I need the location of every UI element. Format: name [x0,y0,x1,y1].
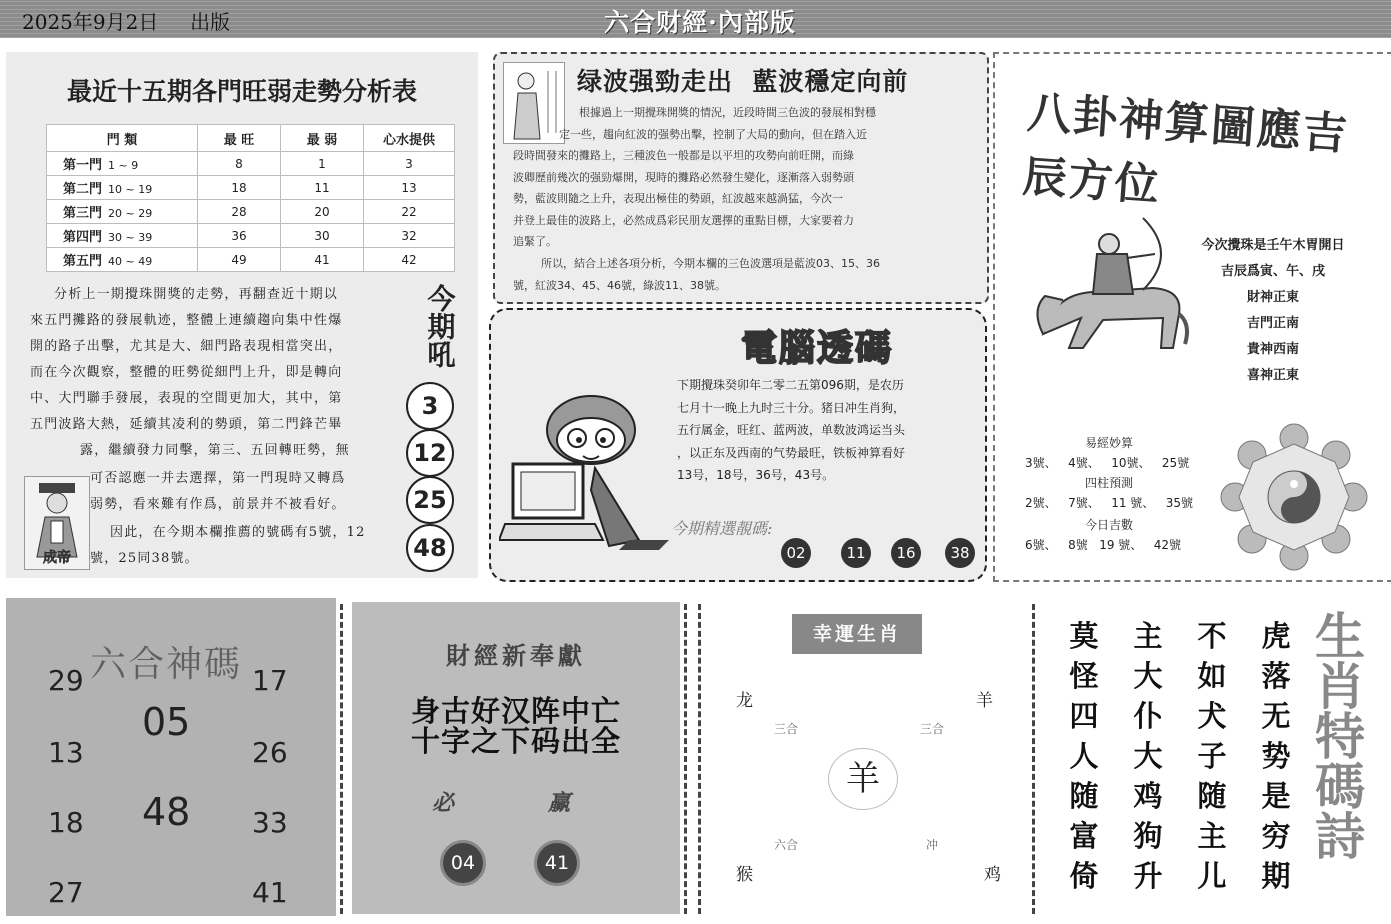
door-name: 第五門 [63,254,103,269]
wave-line: 號，紅波34、45、46號，綠波11、38號。 [513,279,726,292]
recommended-number: 25 [406,476,454,524]
computer-pick-line: 13号，18号，36号，43号。 [677,468,835,482]
door-range: 10 ~ 19 [108,183,153,196]
poem-column: 不 如 犬 子 随 主 儿 [1197,619,1227,893]
min-cell: 1 [281,152,364,176]
min-cell: 11 [281,176,364,200]
code-number: 26 [252,736,288,769]
door-range: 40 ~ 49 [108,255,153,268]
divider [684,604,687,914]
min-cell: 20 [281,200,364,224]
analysis-line: 來五門攤路的發展軌迹，整體上連續趨向集中性爆 [30,313,343,328]
recommended-number: 3 [406,382,454,430]
door-trend-table [46,124,455,272]
bagua-info: 喜神正東 [1246,368,1299,383]
analysis-line: 弱勢，看來難有作爲，前景并不被看好。 [90,497,346,512]
wave-line: 段時間發來的攤路上，三種波色一般都是以平坦的攻勢向前旺開，而綠 [513,149,854,162]
block-numbers: 6號、 8號 19 號、 42號 [1025,538,1182,552]
scholar-figure-icon [504,63,564,143]
code-number: 33 [252,806,288,839]
poem-line: 十字之下码出全 [410,724,621,758]
win-label: 必 [432,790,455,816]
max-cell: 49 [198,248,281,272]
offering-poem [376,696,656,756]
code-number: 41 [252,876,288,909]
analysis-line: 分析上一期攪珠開獎的走勢，再翻查近十期以 [54,287,339,302]
liuhe-code-title: 六合神碼 [90,644,243,685]
code-number: 17 [252,664,288,697]
poem-column: 虎 落 无 势 是 穷 期 [1261,619,1291,893]
zodiac-monkey: 猴 [736,865,753,885]
block-label: 四柱預測 [1085,476,1134,490]
block-numbers: 2號、 7號、 11 號、 35號 [1025,496,1194,510]
door-range: 20 ~ 29 [108,207,153,220]
column-header: 最 旺 [198,125,281,152]
tip-cell: 42 [364,248,455,272]
cartoon-computer-icon [499,390,671,560]
win-label: 赢 [548,790,571,816]
pick-label: 今期精選靚碼: [671,519,773,538]
new-offering-title: 財經新奉獻 [446,641,586,670]
special-number: 05 [142,700,191,744]
zodiac-center: 羊 [828,748,898,810]
computer-pick-title: 電腦透碼 [740,328,893,369]
wave-analysis-panel [493,52,989,304]
poem-line: 身古好汉阵中亡 [410,694,621,728]
bagua-panel [993,52,1391,582]
recommended-number: 12 [406,429,454,477]
computer-pick-line: 下期攪珠癸卯年二零二五第096期，是农历 [677,378,904,392]
door-name: 第三門 [63,206,103,221]
wave-portrait-image [503,62,565,144]
offering-ball: 04 [440,840,486,886]
block-numbers: 3號、 4號、 10號、 25號 [1025,456,1190,470]
door-name: 第四門 [63,230,103,245]
new-offering-panel [352,602,680,914]
computer-pick-line: 七月十一晚上九时三十分。猪日冲生肖狗， [677,401,906,415]
pick-ball: 16 [891,538,921,568]
table-row [47,224,455,248]
min-cell: 41 [281,248,364,272]
page-title: 六合财經·內部版 [604,8,796,37]
jqh-title [418,284,462,368]
zodiac-rooster: 鸡 [984,865,1001,885]
computer-pick-line: ，以正东及西南的气势最旺，铁板神算看好 [677,446,906,460]
column-header: 門 類 [47,125,198,152]
pick-ball: 02 [781,538,811,568]
min-cell: 30 [281,224,364,248]
code-number: 18 [48,806,84,839]
zodiac-goat: 羊 [976,691,993,711]
table-header-row [47,125,455,152]
jqh-title-text: 今期吼 [423,284,457,368]
zodiac-poem-title: 生肖特碼詩 [1307,610,1366,860]
divider [340,604,343,914]
header-bar [0,0,1391,38]
analysis-line: 號，25同38號。 [90,551,199,566]
bagua-info: 今次攪珠是壬午木胃開日 [1201,238,1345,253]
door-range: 1 ~ 9 [108,159,139,172]
max-cell: 28 [198,200,281,224]
liuhe-code-panel [6,598,336,916]
publish-date: 2025年9月2日 出版 [22,10,231,34]
wave-line: 所以，結合上述各項分析，今期本欄的三色波選項是藍波03、15、36 [541,257,880,270]
analysis-line: 因此，在今期本欄推薦的號碼有5號，12 [110,525,366,540]
bagua-info: 財神正東 [1246,290,1299,305]
table-row [47,248,455,272]
bagua-info: 吉辰爲寅、午、戌 [1220,264,1325,279]
zodiac-dragon: 龙 [736,691,753,711]
wave-line: 追緊了。 [513,235,557,248]
wave-line: 波卿歷前幾次的强勁爆開，現時的攤路必然發生變化，逐漸落入弱勢頭 [513,171,854,184]
tip-cell: 22 [364,200,455,224]
analysis-line: 而在今次觀察，整體的旺勢從細門上升，即是轉向 [30,365,343,380]
relation-label: 三合 [774,722,799,736]
tip-cell: 3 [364,152,455,176]
analysis-line: 開的路子出擊，尤其是大、細門路表現相當突出， [30,339,343,354]
block-label: 易經妙算 [1085,436,1134,450]
tip-cell: 32 [364,224,455,248]
zodiac-poem-panel [1046,604,1389,914]
bagua-info: 貴神西南 [1246,342,1299,357]
max-cell: 8 [198,152,281,176]
relation-label: 冲 [926,838,939,852]
deity-portrait-image [24,476,90,570]
bagua-info: 吉門正南 [1246,316,1299,331]
poem-column: 莫 怪 四 人 随 富 倚 [1069,619,1099,893]
lucky-zodiac-title: 幸運生肖 [792,614,922,654]
max-cell: 36 [198,224,281,248]
analysis-line: 可否認應一并去選擇，第一門現時又轉爲 [90,471,346,486]
relation-label: 三合 [920,722,945,736]
door-trend-title: 最近十五期各門旺弱走勢分析表 [66,77,417,106]
computer-pick-panel [489,308,987,582]
table-row [47,176,455,200]
relation-label: 六合 [774,838,799,852]
poem-column: 主 大 仆 大 鸡 狗 升 [1133,619,1163,893]
table-row [47,200,455,224]
analysis-line: 中、大門聯手發展，表現的空間更加大，其中，第 [30,391,343,406]
door-trend-panel [6,52,478,578]
wave-line: 定一些，趨向紅波的强勢出擊，控制了大局的動向，但在踏入近 [559,128,867,141]
recommended-number: 48 [406,524,454,572]
pick-ball: 11 [841,538,871,568]
code-number: 27 [48,876,84,909]
wave-line: 勢，藍波則隨之上升，表現出極佳的勢頭，紅波越來越渦猛，今次一 [513,192,843,205]
column-header: 最 弱 [281,125,364,152]
wave-title: 绿波强勁走出 藍波穩定向前 [577,67,909,96]
computer-pick-line: 五行属金，旺红、蓝两波，单数波鸿运当头 [677,423,906,437]
portrait-caption: 成帝 [43,550,71,566]
analysis-line: 五門波路大熱，延續其凌利的勢頭，第二門鋒芒畢 [30,417,343,432]
column-header: 心水提供 [364,125,455,152]
code-number: 13 [48,736,84,769]
wave-line: 并登上最佳的波路上，必然成爲彩民朋友選擇的重點目標，大家要着力 [513,214,854,227]
door-name: 第一門 [63,158,103,173]
door-range: 30 ~ 39 [108,231,153,244]
door-name: 第二門 [63,182,103,197]
special-number: 48 [142,790,191,834]
bagua-wheel-icon [1219,422,1369,572]
block-label: 今日吉數 [1085,518,1134,532]
max-cell: 18 [198,176,281,200]
tip-cell: 13 [364,176,455,200]
table-row [47,152,455,176]
lucky-zodiac-panel [704,604,1028,914]
offering-ball: 41 [534,840,580,886]
divider [698,604,701,914]
pick-ball: 38 [945,538,975,568]
divider [1032,604,1035,914]
code-number: 29 [48,664,84,697]
wave-line: 根據過上一期攪珠開獎的情況，近段時間三色波的發展相對穩 [579,106,876,119]
horseman-archer-icon [1023,214,1193,354]
bagua-title: 八卦神算圖應吉辰方位 [1021,87,1351,212]
analysis-line: 露，繼續發力同擊，第三、五回轉旺勢，無 [80,443,350,458]
